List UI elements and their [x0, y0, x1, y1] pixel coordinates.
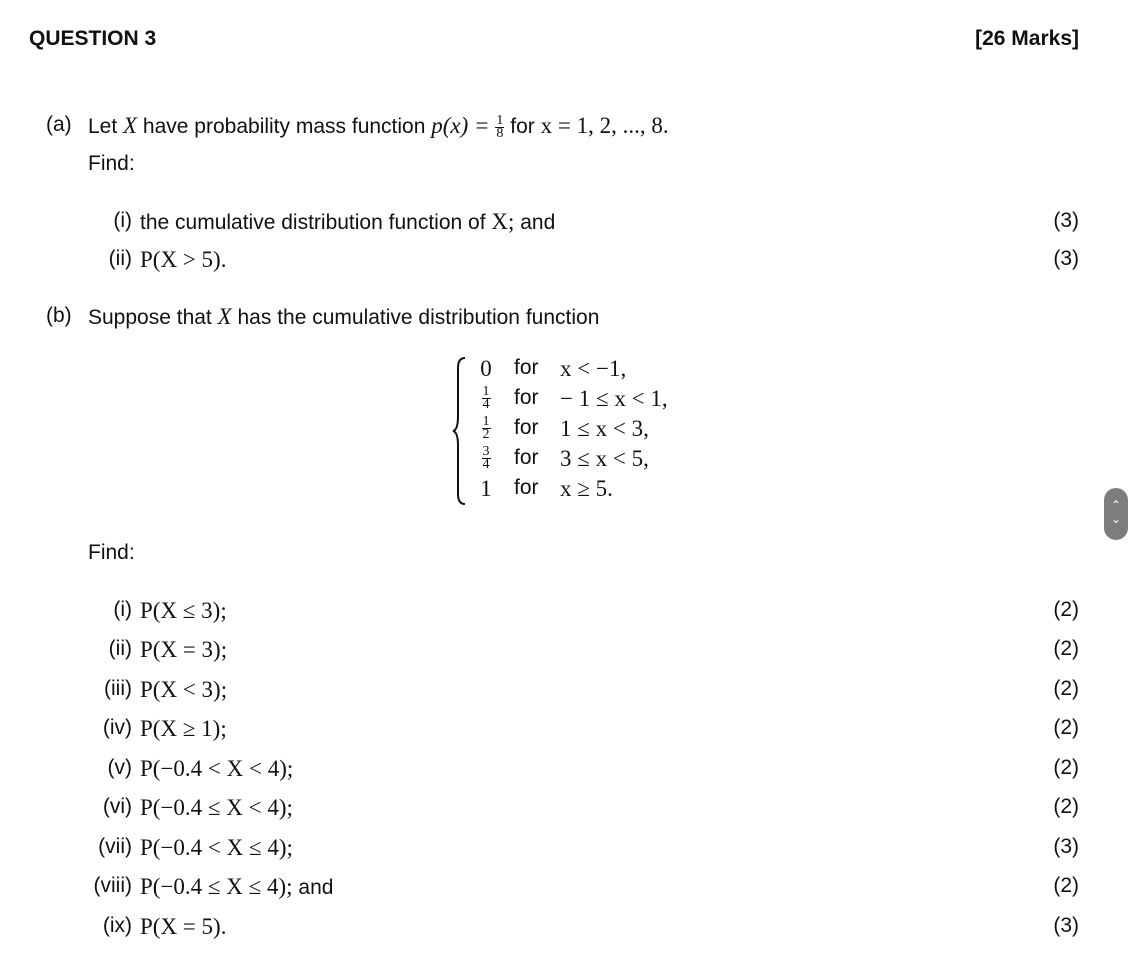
part-b-item — [0, 598, 1146, 628]
item-math: P(X < 3); — [140, 677, 228, 702]
part-b-item — [0, 756, 1146, 786]
piecewise-condition: 3 ≤ x < 5, — [560, 446, 649, 471]
item-math: P(X ≤ 3); — [140, 598, 227, 623]
item-marks: (2) — [1053, 637, 1079, 660]
item-label: (iii) — [104, 677, 132, 700]
item-marks: (2) — [1053, 598, 1079, 621]
item-marks: (3) — [1053, 835, 1079, 858]
part-b-intro-prefix: Suppose that — [88, 306, 218, 329]
item-text — [140, 716, 227, 742]
part-b-item — [0, 637, 1146, 667]
part-b-label: (b) — [46, 304, 72, 327]
piecewise-value: 0 — [480, 356, 492, 381]
pmf-frac-num: 1 — [496, 112, 504, 128]
part-b-item — [0, 914, 1146, 944]
item-label: (viii) — [93, 874, 132, 897]
item-math: P(−0.4 ≤ X ≤ 4); — [140, 874, 293, 899]
part-a-find: Find: — [88, 152, 135, 175]
item-label: (v) — [107, 756, 132, 779]
pmf-frac-den: 8 — [496, 125, 504, 141]
piecewise-frac-num: 1 — [482, 414, 490, 429]
part-a-intro-mid: have probability mass function — [137, 115, 432, 138]
piecewise-frac-den: 2 — [482, 427, 490, 442]
part-a-item — [0, 247, 1146, 277]
item-label: (vi) — [102, 795, 132, 818]
item-marks: (3) — [1053, 209, 1079, 232]
part-b-item — [0, 835, 1146, 865]
item-text — [140, 835, 293, 861]
piecewise-condition: x < −1, — [560, 356, 627, 381]
item-marks: (3) — [1053, 914, 1079, 937]
pmf-expression: p(x) = — [431, 113, 490, 138]
piecewise-condition: x ≥ 5. — [560, 476, 613, 501]
scroll-control[interactable] — [1104, 488, 1128, 540]
item-text — [140, 795, 293, 821]
item-math: P(X = 5). — [140, 914, 227, 939]
part-b-intro — [88, 304, 599, 330]
item-math: P(−0.4 ≤ X < 4); — [140, 795, 293, 820]
piecewise-for: for — [514, 356, 539, 379]
part-a-intro — [88, 113, 669, 140]
item-label: (i) — [113, 209, 132, 232]
pmf-domain: x = 1, 2, ..., 8. — [540, 113, 669, 138]
part-b-intro-var: X — [217, 304, 232, 329]
question-title: QUESTION 3 — [29, 27, 157, 50]
pmf-fraction — [495, 112, 504, 141]
item-text-after: and — [292, 876, 334, 899]
item-text — [140, 247, 226, 273]
item-text — [140, 914, 226, 940]
part-a-item — [0, 209, 1146, 239]
part-b-item — [0, 716, 1146, 746]
piecewise-for: for — [514, 416, 539, 439]
piecewise-value — [474, 446, 498, 471]
pmf-for: for — [510, 115, 535, 138]
piecewise-frac-den: 4 — [482, 457, 490, 472]
item-text — [140, 209, 555, 235]
piecewise-condition: − 1 ≤ x < 1, — [560, 386, 668, 411]
piecewise-for: for — [514, 446, 539, 469]
piecewise-frac-num: 1 — [482, 384, 490, 399]
item-text — [140, 756, 293, 782]
item-math: P(X > 5). — [140, 247, 227, 272]
item-math: P(−0.4 < X ≤ 4); — [140, 835, 293, 860]
item-text — [140, 677, 227, 703]
part-b-item — [0, 795, 1146, 825]
chevron-down-icon[interactable]: ⌄ — [1110, 512, 1122, 526]
piecewise-for: for — [514, 386, 539, 409]
item-marks: (2) — [1053, 756, 1079, 779]
part-a-intro-var: X — [123, 113, 138, 138]
piecewise-condition: 1 ≤ x < 3, — [560, 416, 649, 441]
item-text — [140, 598, 227, 624]
item-text — [140, 637, 227, 663]
part-b-find: Find: — [88, 541, 135, 564]
item-label: (vii) — [98, 835, 132, 858]
item-label: (i) — [113, 598, 132, 621]
piecewise-cdf — [452, 356, 752, 506]
left-brace — [452, 356, 468, 506]
item-label: (ix) — [102, 914, 132, 937]
part-b-intro-suffix: has the cumulative distribution function — [231, 306, 600, 329]
item-text-after: and — [514, 211, 556, 234]
item-math: P(X ≥ 1); — [140, 716, 227, 741]
item-marks: (2) — [1053, 677, 1079, 700]
item-marks: (2) — [1053, 874, 1079, 897]
part-a-intro-prefix: Let — [88, 115, 124, 138]
item-text-before: the cumulative distribution function of — [140, 211, 492, 234]
piecewise-for: for — [514, 476, 539, 499]
part-a-label: (a) — [46, 113, 72, 136]
piecewise-value — [474, 386, 498, 411]
piecewise-frac-den: 4 — [482, 397, 490, 412]
part-b-item — [0, 874, 1146, 904]
piecewise-value: 1 — [480, 476, 492, 501]
question-total-marks: [26 Marks] — [975, 27, 1079, 50]
item-marks: (2) — [1053, 795, 1079, 818]
item-label: (iv) — [102, 716, 132, 739]
item-label: (ii) — [108, 247, 132, 270]
part-b-item — [0, 677, 1146, 707]
chevron-up-icon[interactable]: ⌃ — [1110, 498, 1122, 512]
piecewise-frac-num: 3 — [482, 444, 490, 459]
item-text — [140, 874, 333, 900]
piecewise-value — [474, 416, 498, 441]
item-math: X; — [491, 209, 515, 234]
item-marks: (2) — [1053, 716, 1079, 739]
item-math: P(−0.4 < X < 4); — [140, 756, 294, 781]
item-label: (ii) — [108, 637, 132, 660]
item-marks: (3) — [1053, 247, 1079, 270]
item-math: P(X = 3); — [140, 637, 228, 662]
